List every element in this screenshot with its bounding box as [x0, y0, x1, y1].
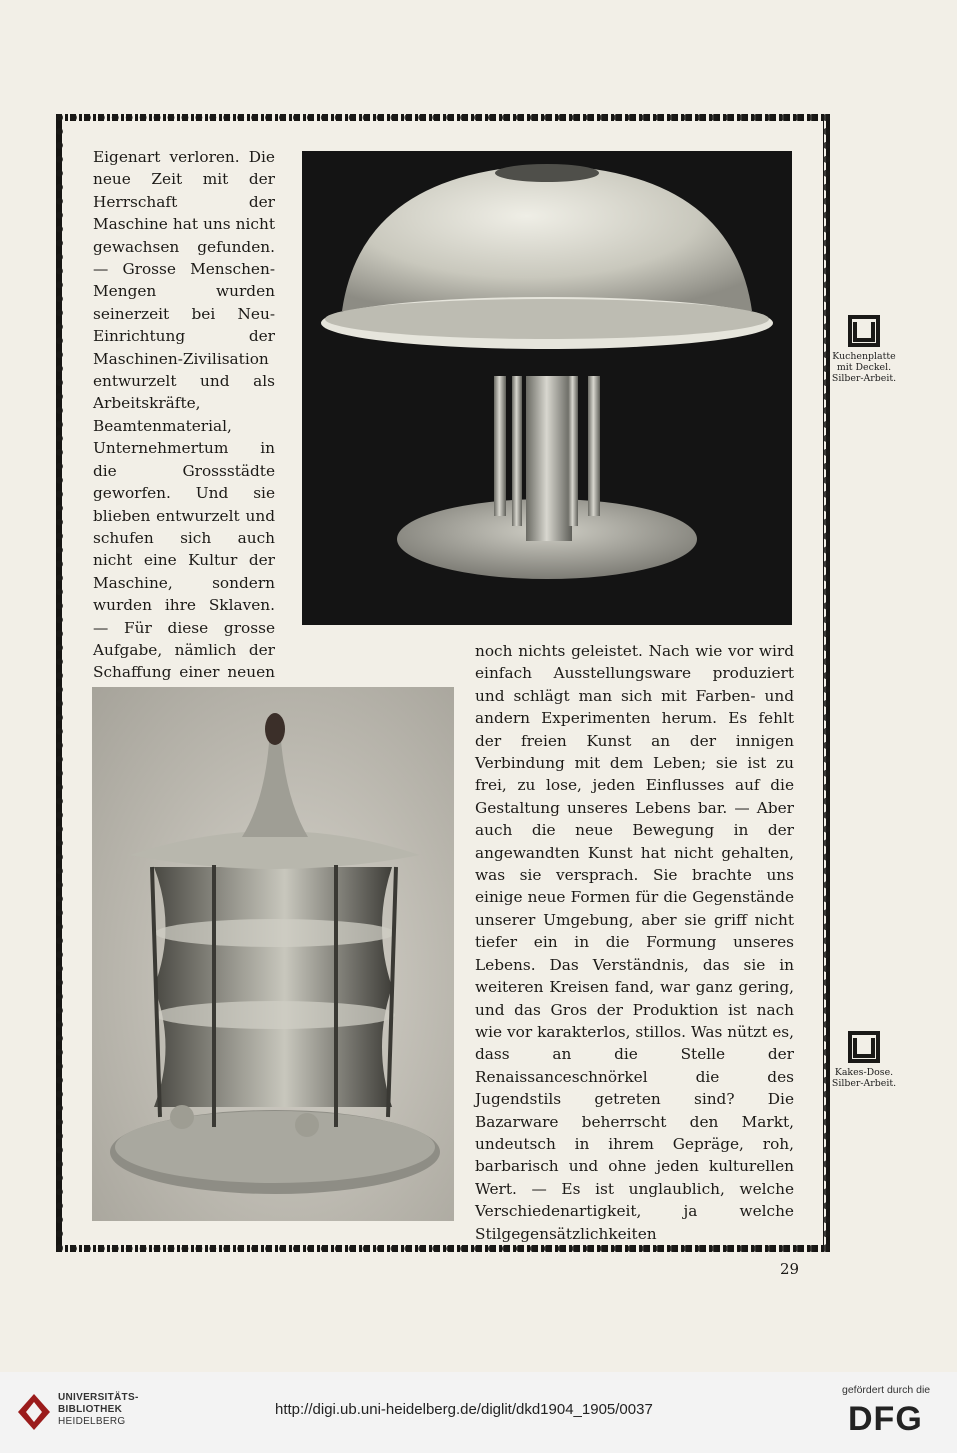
- caption-line: mit Deckel.: [836, 362, 892, 373]
- caption-cake-plate: [826, 314, 902, 384]
- right-text-column: noch nichts geleistet. Nach wie vor wird einfach Ausstellungsware produziert und schlägt man sich mit Farben- und andern Experimenten herum. Es fehlt der freien Kunst an der innigen Verbindung mit dem Leben; sie ist zu frei, zu lose, jeden Einflusses auf die Gestaltung unseres Lebens bar. — Aber auch die neue Bewegung in der angewandten Kunst hat nicht gehalten, was sie versprach. Sie brachte uns einige neue Formen für die Gegenstände unserer Umgebung, aber sie griff nicht tiefer ein in die Formung unseres Lebens. Das Verständnis, das sie in weiteren Kreisen fand, war ganz gering, und das Gros der Produktion ist nach wie vor karakterlos, stillos. Was nützt es, dass an die Stelle der Renaissanceschnörkel die des Jugendstils getreten sind? Die Bazarware beherrscht den Markt, undeutsch in ihrem Gepräge, roh, barbarisch und ohne jeden kulturellen Wert. — Es ist unglaublich, welche Verschiedenartigkeit, ja welche Stilgegensätzlichkeiten: [475, 642, 794, 1243]
- photo-cake-box: [92, 687, 454, 1221]
- cake-box-illustration: [92, 687, 454, 1221]
- library-name-line: BIBLIOTHEK: [58, 1404, 123, 1415]
- caption-line: Kakes-Dose.: [834, 1067, 894, 1078]
- library-name-line: HEIDELBERG: [58, 1416, 126, 1427]
- library-name-line: UNIVERSITÄTS-: [58, 1392, 139, 1403]
- caption-cake-box: [826, 1030, 902, 1089]
- caption-line: Kuchenplatte: [832, 351, 896, 362]
- left-text-column: Eigenart verloren. Die neue Zeit mit der Herrschaft der Maschine hat uns nicht gewachsen gefunden. — Grosse Menschen-Mengen wurden seinerzeit bei Neu-Einrichtung der Maschinen-Zivilisation entwurzelt und als Arbeitskräfte, Beamtenmaterial, Unternehmertum in die Grossstädte geworfen. Und sie blieben entwurzelt und schufen sich auch nicht eine Kultur der Maschine, sondern wurden ihre Sklaven. — Für diese grosse Aufgabe, nämlich der Schaffung einer neuen: [93, 148, 275, 682]
- dfg-logo: DFG: [848, 1400, 923, 1438]
- footer-bar: [0, 1372, 957, 1453]
- cake-plate-illustration: [302, 151, 792, 625]
- ornament-icon: [847, 1030, 881, 1064]
- dfg-caption: gefördert durch die: [842, 1384, 931, 1396]
- caption-line: Silber-Arbeit.: [831, 1078, 897, 1089]
- university-library-logo-icon: [14, 1392, 54, 1432]
- caption-line: Silber-Arbeit.: [831, 373, 897, 384]
- ornament-icon: [847, 314, 881, 348]
- photo-cake-plate-with-lid: [302, 151, 792, 625]
- page-number: 29: [780, 1260, 800, 1278]
- source-url-link[interactable]: http://digi.ub.uni-heidelberg.de/diglit/dkd1904_1905/0037: [275, 1401, 653, 1418]
- library-name: [58, 1392, 139, 1428]
